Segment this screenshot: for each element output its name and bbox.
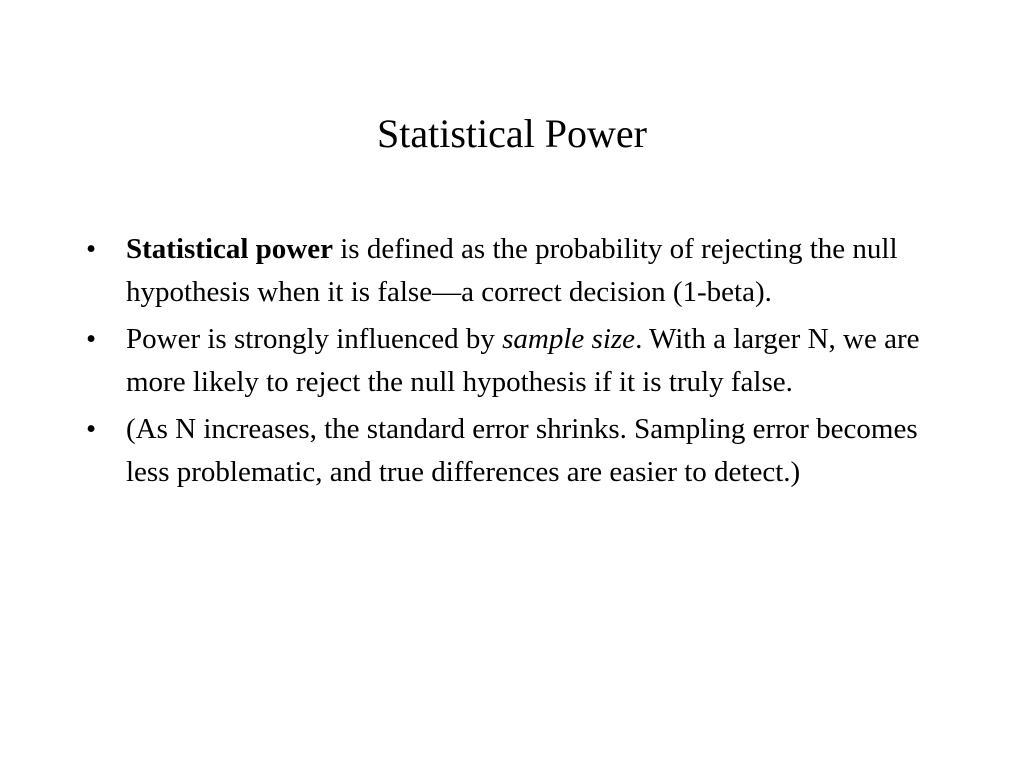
bullet-text-after: . With a larger N, we are more likely to reject the null hypothesis if it is truly false. xyxy=(126,323,920,398)
italic-term: sample size xyxy=(502,323,636,355)
bullet-item-standard-error xyxy=(86,408,956,494)
bullet-icon: • xyxy=(86,413,97,445)
bullet-list xyxy=(86,228,956,498)
slide-title: Statistical Power xyxy=(377,111,647,156)
bullet-item-sample-size xyxy=(86,318,956,404)
bullet-icon: • xyxy=(86,323,97,355)
bullet-item-power-definition xyxy=(86,228,956,314)
bullet-text-before: Power is strongly influenced by xyxy=(126,323,503,355)
bullet-icon: • xyxy=(86,233,97,265)
bullet-text: (As N increases, the standard error shrinks. Sampling error becomes less problematic, and true differences are easier to detect.) xyxy=(126,413,918,488)
bullet-text: is defined as the probability of rejecting the null hypothesis when it is false—a correct decision (1-beta). xyxy=(126,233,898,308)
bold-term: Statistical power xyxy=(126,233,333,265)
